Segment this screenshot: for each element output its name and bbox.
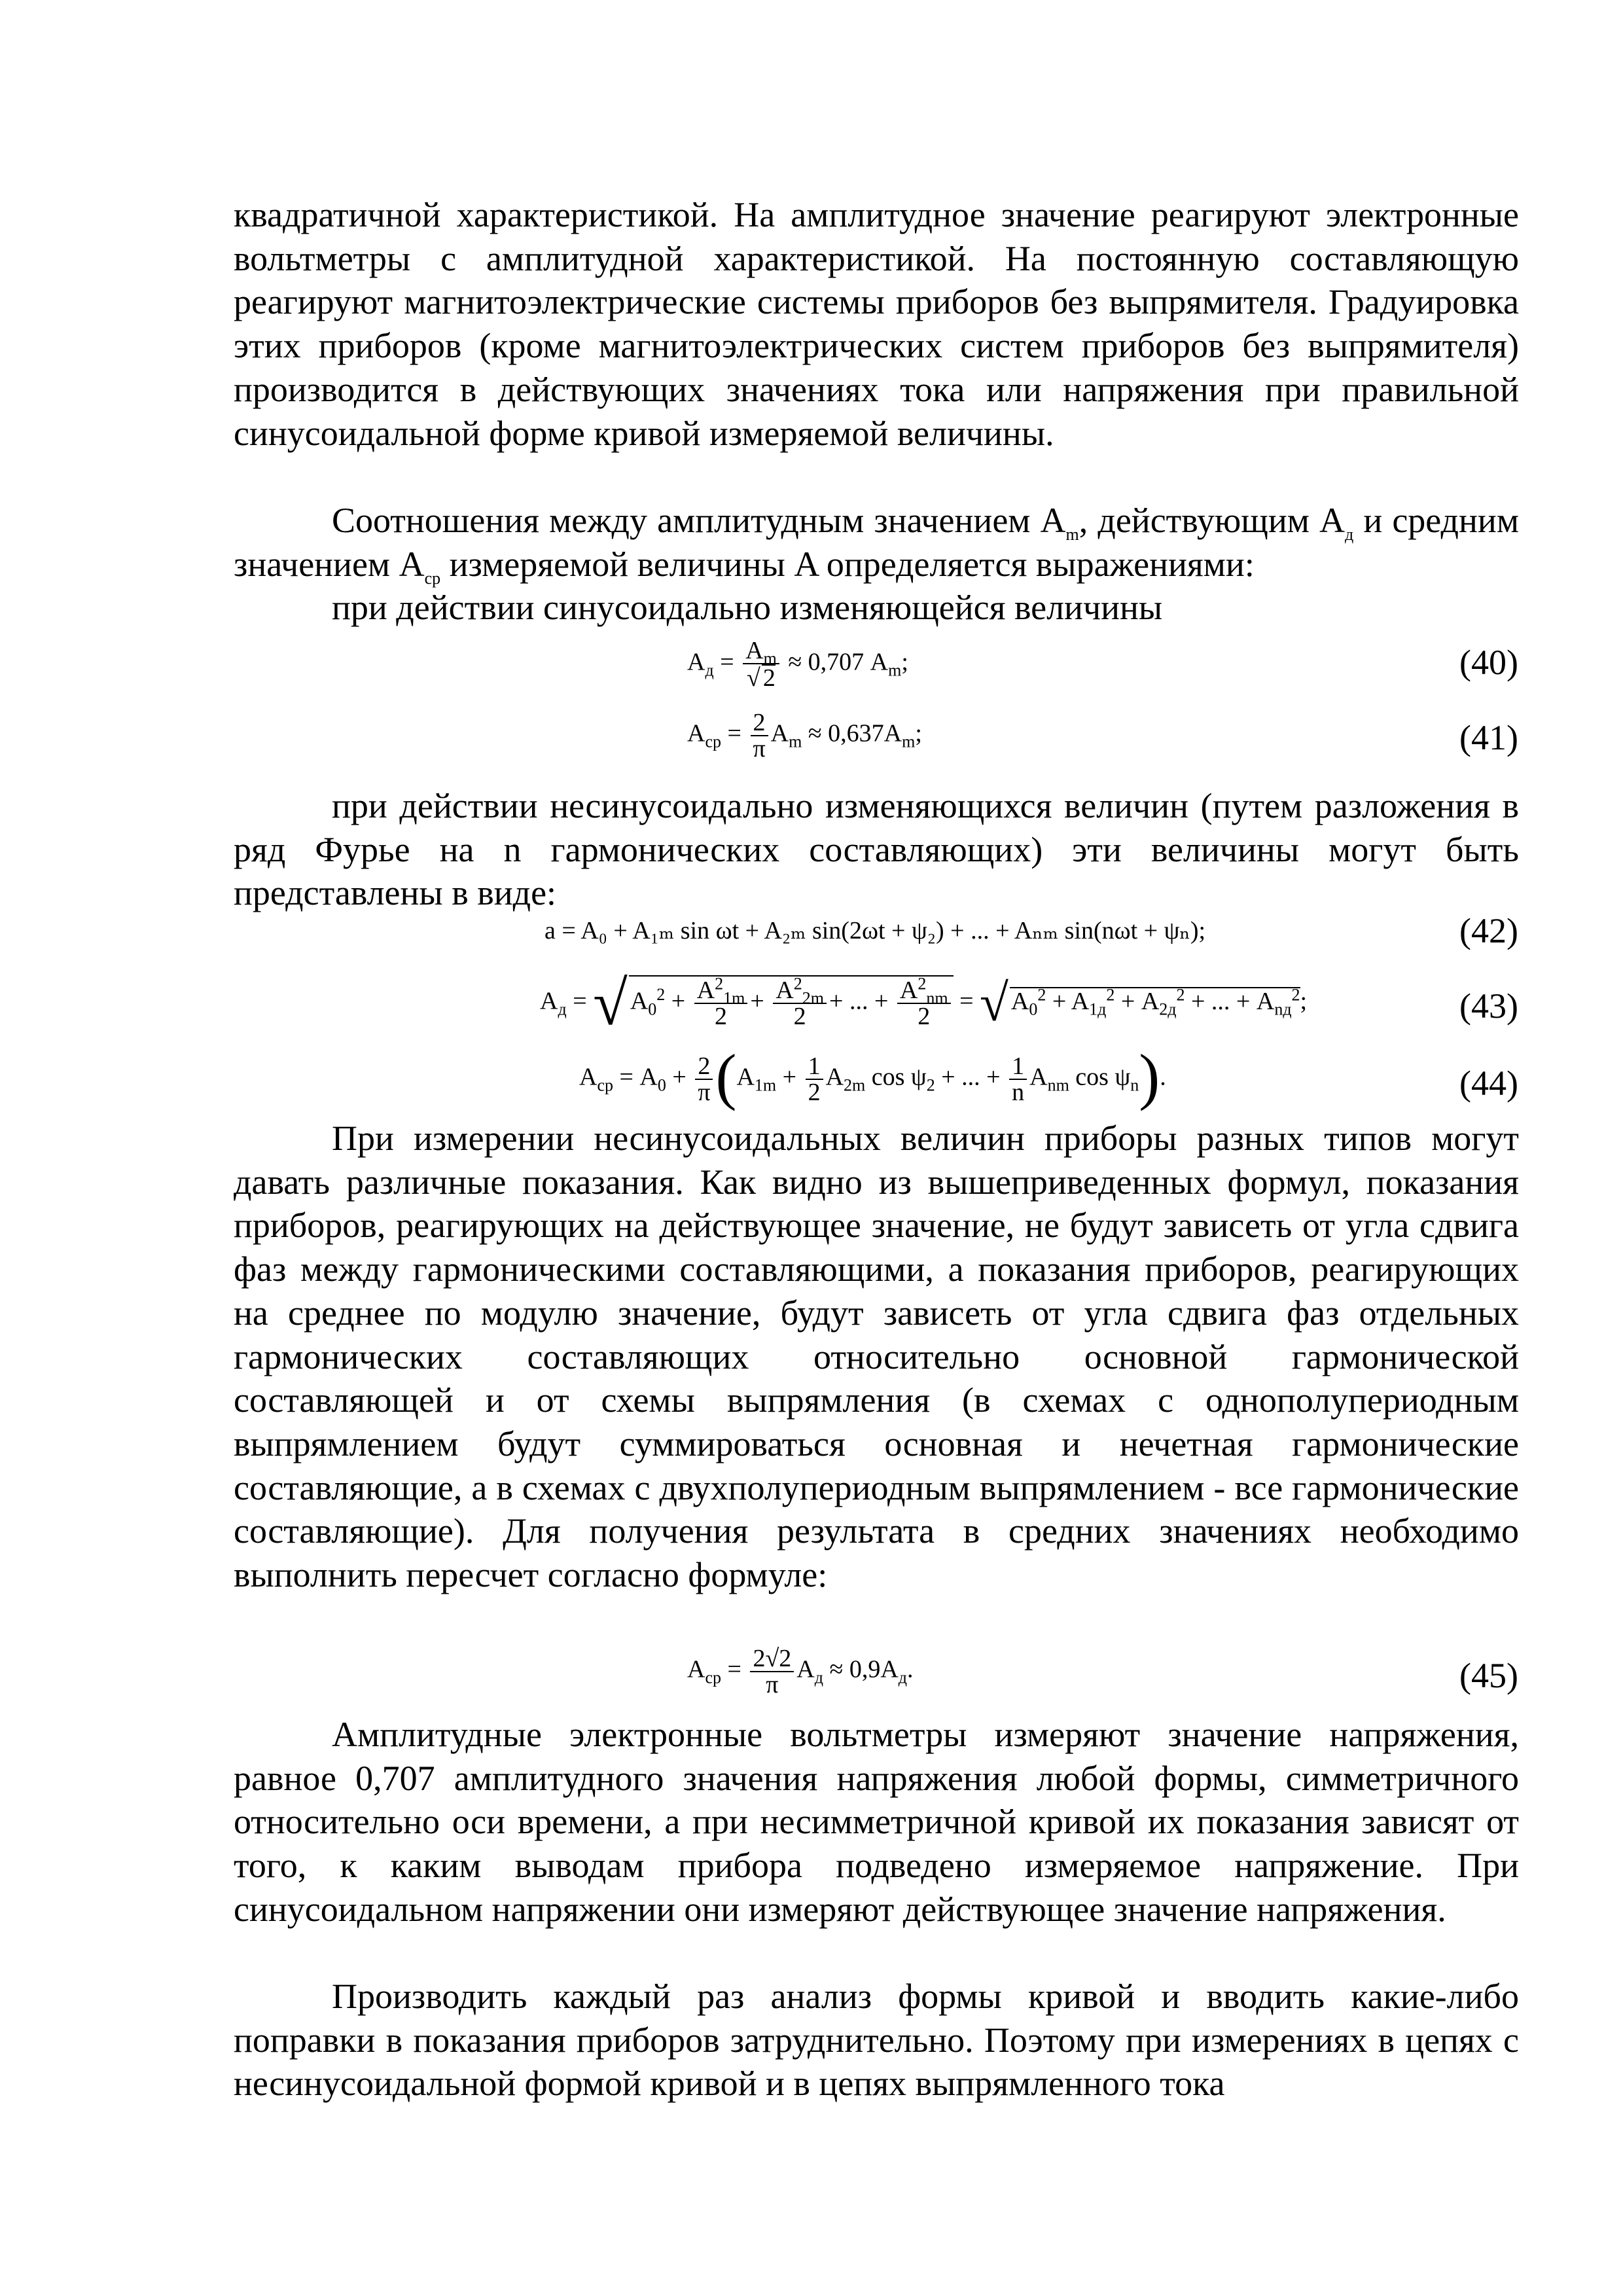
paragraph-7-text: Производить каждый раз анализ формы кривой и вводить какие-либо поправки в показания приборов затруднительно. Поэтому при измерениях в цепях с несинусоидальной формой кривой и в цепях выпрямленного тока <box>234 1977 1519 2104</box>
equation-number-44: (44) <box>1459 1064 1518 1103</box>
paragraph-4-text: при действии несинусоидально изменяющихся величин (путем разложения в ряд Фурье на n гармонических составляющих) эти величины могут быть представлены в виде: <box>234 786 1519 913</box>
paragraph-5-text: При измерении несинусоидальных величин приборы разных типов могут давать различные показания. Как видно из вышеприведенных формул, показания приборов, реагирующих на действующее значение, не будут зависеть от угла сдвига фаз между гармоническими составляющими, а показания приборов, реагирующих на среднее по модулю значение, будут зависеть от угла сдвига фаз отдельных гармонических составляющих относительно основной гармонической составляющей и от схемы выпрямления (в схемах с однополупериодным выпрямлением будут суммироваться основная и нечетная гармонические составляющие, а в схемах с двухполупериодным выпрямлением - все гармонические составляющие). Для получения результата в средних значениях необходимо выполнить пересчет согласно формуле: <box>234 1119 1519 1595</box>
equation-45: $A_{ср}$ = $\frac{2√2}{\pi}$ $A_д \approx 0,9A_д$. <box>687 1645 914 1698</box>
paragraph-5 <box>234 1117 1519 1597</box>
equation-number-40: (40) <box>1459 643 1518 682</box>
equation-number-42: (42) <box>1459 911 1518 950</box>
equation-42: a = A₀ + A₁ₘ sin ωt + A₂ₘ sin(2ωt + ψ₂) + ... + Aₙₘ sin(nωt + ψₙ); <box>544 917 1206 944</box>
paragraph-4 <box>234 784 1519 915</box>
paragraph-2 <box>234 499 1519 586</box>
paragraph-1 <box>234 193 1519 455</box>
equation-43: $A_д$ = √ $A_0^2$ + $\frac{A^2_{1m}}{2}$ + $\frac{A^2_{2m}}{2}$ + ... + $\frac{A^2_{nm}}{2}$ = √ $A_0^2 + A_{1д}^2 + A_{2д}^2$ + ... + $A_{nд}^2$; <box>540 968 1308 1038</box>
paragraph-3-text: при действии синусоидально изменяющейся величины <box>332 588 1163 627</box>
equation-41: $A_{ср}$ = $\frac{2}{\pi}$ $A_m \approx 0,637A_m$; <box>687 709 922 762</box>
paragraph-3 <box>234 586 1519 630</box>
paragraph-6 <box>234 1713 1519 1931</box>
paragraph-7 <box>234 1975 1519 2106</box>
equation-number-41: (41) <box>1459 718 1518 757</box>
paragraph-6-text: Амплитудные электронные вольтметры измеряют значение напряжения, равное 0,707 амплитудного значения напряжения любой формы, симметричного относительно оси времени, а при несимметричной кривой их показания зависят от того, к каким выводам прибора подведено измеряемое напряжение. При синусоидальном напряжении они измеряют действующее значение напряжения. <box>234 1715 1519 1929</box>
paragraph-1-text: квадратичной характеристикой. На амплитудное значение реагируют электронные вольтметры с амплитудной характеристикой. На постоянную составляющую реагируют магнитоэлектрические системы приборов без выпрямителя. Градуировка этих приборов (кроме магнитоэлектрических систем приборов без выпрямителя) производится в действующих значениях тока или напряжения при правильной синусоидальной форме кривой измеряемой величины. <box>234 195 1519 453</box>
equation-number-45: (45) <box>1459 1656 1518 1695</box>
equation-number-43: (43) <box>1459 986 1518 1026</box>
equation-40: $A_д$ = $\frac{A_m}{√ 2}$ ≈ 0,707 $A_m$; <box>687 637 908 692</box>
paragraph-2-text: Соотношения между амплитудным значением $A_m$, действующим $A_д$ и средним значением $A_{ср}$ измеряемой величины A определяется выражениями: <box>234 501 1519 588</box>
equation-44: $A_{ср} = A_0$ + $\frac{2}{\pi}$ ($A_{1m}$ + $\frac{1}{2}$ $A_{2m}$ $\cos \psi_2$ + ... + $\frac{1}{n}$ $A_{nm}$ $\cos \psi_n$). <box>579 1041 1166 1111</box>
